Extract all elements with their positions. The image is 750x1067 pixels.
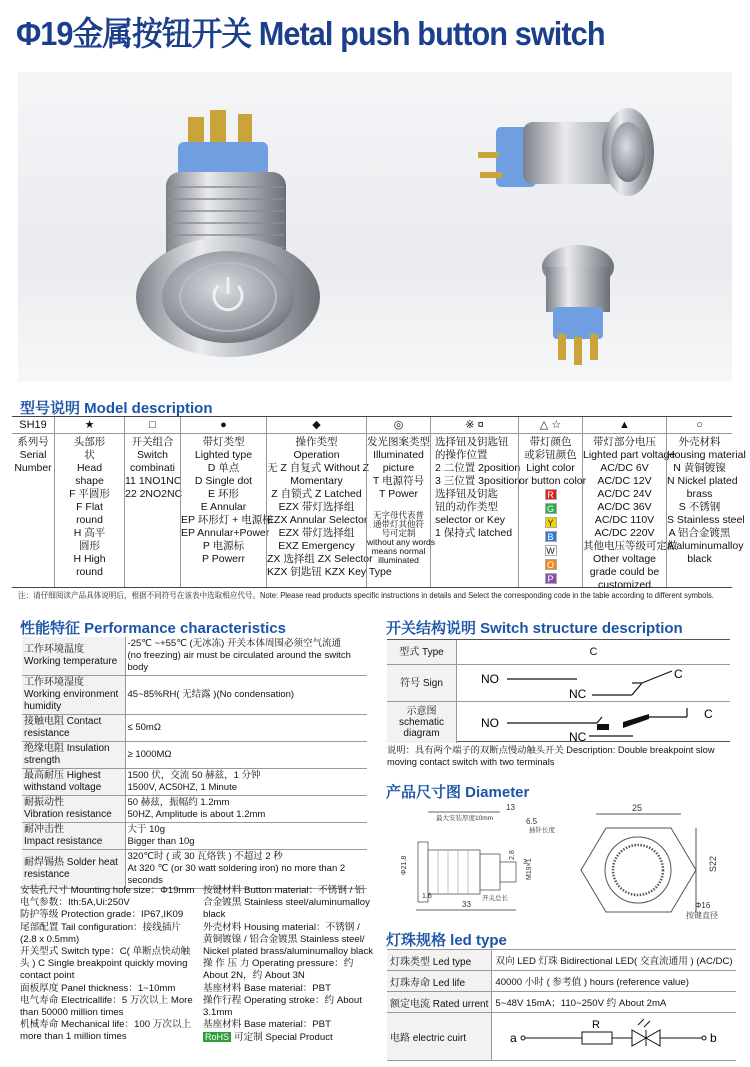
cell-line: 或彩钮颜色: [524, 449, 577, 461]
cell-line: EP 环形灯 + 电源标: [181, 514, 273, 526]
performance-value: [125, 796, 367, 823]
spec-line: 电气寿命 Electricallife：5 万次以上 More: [20, 994, 193, 1006]
spec-list-right: [203, 885, 375, 1045]
cell-line: Switch: [137, 449, 168, 461]
spec-line: 基座材料 Base material：PBT: [203, 1019, 331, 1031]
cell-line: Housing material: [667, 449, 746, 461]
performance-row: [22, 676, 367, 715]
performance-key-en: Impact resistance: [24, 836, 103, 847]
cell-note: 无字母代表普: [372, 510, 424, 520]
cell-line: Light color: [526, 462, 575, 474]
performance-value-line: Bigger than 10g: [127, 836, 195, 847]
spec-line: 头 ) C Single breakpoint quickly moving: [20, 958, 188, 970]
sign-no-label: NO: [481, 672, 499, 686]
led-key: 灯珠类型 Led type: [387, 950, 492, 971]
performance-key-cn: 工作环境湿度: [24, 677, 84, 688]
structure-row-diagram: [387, 702, 730, 743]
performance-row: [22, 715, 367, 742]
spec-line: 基座材料 Base material：PBT: [203, 982, 331, 994]
model-col-body: [583, 434, 678, 592]
model-col-symbol: ★: [55, 417, 124, 434]
model-col-voltage: [582, 417, 678, 591]
cell-line: shape: [75, 475, 104, 487]
cell-line: AC/DC 220V: [594, 527, 655, 539]
performance-key-cn: 绝缘电阻 Insulation: [24, 743, 110, 754]
diagram-label-line: schematic: [398, 717, 444, 728]
performance-row: [22, 850, 367, 889]
cell-line: Other voltage: [592, 553, 657, 565]
model-col-symbol: □: [125, 417, 180, 434]
performance-key-cn: 工作环境温度: [24, 644, 84, 655]
performance-key-cn: 接触电阻 Contact: [24, 716, 102, 727]
circuit-b: b: [710, 1031, 718, 1045]
performance-value: [125, 715, 367, 742]
special-product-label: 可定制 Special Product: [234, 1032, 333, 1044]
performance-value-line: ≥ 1000MΩ: [127, 749, 172, 760]
rohs-badge: RoHS: [205, 1032, 230, 1043]
cell-line: 带灯部分电压: [593, 436, 656, 448]
diagram-no-label: NO: [481, 716, 499, 730]
cell-line: E Annular: [200, 501, 247, 513]
performance-key-en: withstand voltage: [24, 782, 102, 793]
cell-note: 通带灯其他符: [372, 519, 424, 529]
cell-line: grade could be: [589, 566, 660, 578]
cell-line: A aluminumalloy: [667, 540, 744, 552]
diagram-nc-label: NC: [569, 730, 587, 744]
model-section-title: 型号说明 Model description: [20, 400, 213, 417]
cell-line: E 环形: [208, 488, 239, 500]
type-value: C: [589, 646, 598, 658]
performance-key-cn: 耐振动性: [24, 797, 64, 808]
sign-c-label: C: [674, 667, 683, 681]
cell-line: EP Annular+Power: [181, 527, 270, 539]
cell-line: AC/DC 6V: [600, 462, 649, 474]
cell-line: or button color: [519, 475, 587, 487]
spec-line: 电气参数：Ith:5A,Ui:250V: [20, 897, 130, 909]
cell-line: 钮的动作类型: [435, 501, 498, 513]
cell-line: 无 Z 自复式 Without Z: [267, 462, 370, 474]
spec-line: 面板厚度 Panel thickness：1~10mm: [20, 982, 176, 994]
cell-line: 状: [84, 449, 95, 461]
dim-pin-length: 插针长度: [529, 827, 555, 834]
performance-row: [22, 637, 367, 676]
spec-line: more than 1 million times: [20, 1031, 127, 1043]
performance-value: [125, 769, 367, 796]
cell-line: black: [687, 553, 712, 565]
performance-value: [125, 676, 367, 715]
cell-line: EZX Annular Selector: [267, 514, 368, 526]
model-col-symbol: ※ ¤: [431, 417, 518, 434]
structure-table: [387, 639, 730, 742]
model-col-body: [431, 434, 521, 540]
model-table: [12, 416, 746, 591]
diagram-label-line: diagram: [403, 728, 440, 739]
spec-line: 黄铜镀镍 / 铝合金镀黑 Stainless steel/: [203, 933, 365, 945]
main-switch-image: [136, 110, 320, 357]
cell-line: combinati: [130, 462, 175, 474]
cell-line: EZX 带灯选择组: [278, 501, 355, 513]
cell-line: T Power: [379, 488, 418, 500]
cell-line: P 电源标: [202, 540, 245, 552]
performance-value-line: 50HZ, Amplitude is about 1.2mm: [127, 809, 266, 820]
color-swatch: P: [545, 573, 557, 584]
switch-illustration: [18, 72, 732, 382]
cell-line: 选择钮及钥匙: [435, 488, 498, 500]
cell-line: N 黄铜镀镍: [673, 462, 726, 474]
cell-line: H 高平: [73, 527, 106, 539]
cell-line: 发光图案类型: [367, 436, 430, 448]
cell-line: EZX 带灯选择组: [278, 527, 355, 539]
cell-line: D 单点: [207, 462, 240, 474]
cell-line: F 平圆形: [69, 488, 110, 500]
spec-line: 开关型式 Switch type：C( 单断点快动触: [20, 946, 191, 958]
cell-note: 号可定制: [381, 528, 416, 538]
cell-line: Lighted type: [194, 449, 253, 461]
cell-line: 11 1NO1NC: [125, 475, 182, 487]
performance-row: [22, 796, 367, 823]
cell-line: brass: [686, 488, 713, 500]
performance-key: [22, 676, 125, 715]
cell-line: 头部形: [73, 436, 106, 448]
model-col-selector: [430, 417, 521, 587]
cell-line: 其他电压等级可定做: [583, 540, 678, 552]
cell-line: S Stainless steel: [667, 514, 745, 526]
color-swatch-list: [519, 488, 582, 586]
cell-note: illuminated: [378, 555, 419, 565]
structure-row-sign: [387, 665, 730, 702]
performance-value-line: -25℃ ~+55℃ (无冰冻) 开关本体周围必须空气流通: [127, 638, 341, 649]
product-photo: [18, 72, 732, 382]
led-value: 5~48V 15mA；110~250V 约 About 2mA: [492, 992, 737, 1013]
model-col-symbol: ◎: [367, 417, 430, 434]
model-col-serial: [12, 417, 54, 587]
performance-section-title: 性能特征 Performance characteristics: [20, 620, 286, 637]
dim-max-panel: 最大安装厚度10mm: [436, 815, 494, 822]
cell-line: 外壳材料: [678, 436, 721, 448]
dim-2-8: 2.8: [509, 850, 516, 860]
led-key: 电路 electric cuirt: [387, 1013, 492, 1061]
model-col-housing: [666, 417, 746, 587]
cell-line: Z 自锁式 Z Latched: [271, 488, 362, 500]
cell-note: without any words: [367, 537, 436, 547]
performance-key: [22, 742, 125, 769]
page-title: Φ19金属按钮开关 Metal push button switch: [16, 15, 605, 52]
performance-value-line: 45~85%RH( 无结露 )(No condensation): [127, 689, 295, 700]
performance-key-en: Working temperature: [24, 656, 118, 667]
circuit-a: a: [510, 1031, 518, 1045]
model-col-symbol: ◆: [267, 417, 366, 434]
sign-symbol: [457, 665, 730, 702]
structure-section-title: 开关结构说明 Switch structure description: [386, 620, 683, 637]
back-switch-image: [542, 245, 614, 365]
model-col-illuminated: [366, 417, 436, 587]
circuit-r: R: [592, 1019, 601, 1031]
dim-button-dia: 按键直径: [686, 911, 718, 920]
spec-line: contact point: [20, 970, 75, 982]
model-col-light-color: [518, 417, 587, 587]
model-col-lighted-type: [180, 417, 273, 587]
side-switch-image: [478, 108, 654, 196]
performance-value-line: ≤ 50mΩ: [127, 722, 161, 733]
cell-line: 开关组合: [131, 436, 174, 448]
performance-value-line: 1500 伏，交流 50 赫兹，1 分钟: [127, 770, 261, 781]
performance-key: [22, 823, 125, 850]
spec-line: 3.1mm: [203, 1007, 233, 1019]
cell-line: 圆形: [79, 540, 100, 552]
performance-table: [22, 637, 367, 889]
spec-line: About 2N，约 About 3N: [203, 970, 305, 982]
led-row: [387, 1013, 736, 1061]
color-swatch: R: [545, 489, 557, 500]
cell-line: A 铝合金镀黑: [668, 527, 731, 539]
performance-value-line: 1500V, AC50HZ, 1 Minute: [127, 782, 237, 793]
diagram-label-line: 示意图: [406, 706, 437, 717]
type-label: 型式 Type: [387, 640, 457, 664]
cell-line: T 电源符号: [372, 475, 425, 487]
dim-6-5: 6.5: [526, 817, 538, 826]
model-col-symbol: ○: [667, 417, 732, 434]
performance-key-en: strength: [24, 755, 61, 766]
dimension-drawing: [396, 800, 736, 920]
cell-line: 2 二位置 2position: [435, 462, 521, 474]
performance-value: [125, 637, 367, 676]
model-col-operation: [266, 417, 392, 587]
color-swatch: O: [545, 559, 557, 570]
model-col-body: [667, 434, 746, 566]
model-col-body: [519, 434, 587, 586]
dim-1-6: 1.6: [422, 893, 432, 900]
spec-line: 外壳材料 Housing material：不锈钢 /: [203, 921, 360, 933]
led-row: [387, 992, 736, 1013]
led-table: [387, 949, 736, 1061]
cell-line: Number: [14, 462, 52, 474]
sign-label: 符号 Sign: [387, 665, 457, 701]
dim-25: 25: [632, 803, 643, 813]
spec-line: than 50000 million times: [20, 1007, 124, 1019]
spec-line: black: [203, 909, 226, 921]
dim-s22: S22: [708, 855, 718, 872]
cell-line: F Flat: [76, 501, 103, 513]
cell-line: ZX 选择组 ZX Selector: [267, 553, 373, 565]
dim-total-length: 开关总长: [482, 895, 508, 902]
cell-line: customized: [597, 579, 652, 591]
performance-value: [125, 850, 367, 889]
performance-key-en: resistance: [24, 869, 70, 880]
performance-value: [125, 823, 367, 850]
cell-line: 1 保持式 latched: [435, 527, 513, 539]
dim-3: 3: [523, 859, 527, 866]
dimension-section-title: 产品尺寸图 Diameter: [386, 784, 530, 801]
model-col-symbol: ●: [181, 417, 266, 434]
color-swatch: W: [546, 546, 555, 556]
spec-line: 尾部配置 Tail configuration：接线插片: [20, 921, 182, 933]
cell-line: P Powerr: [202, 553, 245, 565]
model-col-head-shape: [54, 417, 124, 587]
model-col-body: [125, 434, 183, 501]
spec-line: 操作行程 Operating stroke：约 About: [203, 994, 362, 1006]
cell-line: H High: [73, 553, 106, 565]
led-key: 灯珠寿命 Led life: [387, 971, 492, 992]
performance-key: [22, 796, 125, 823]
cell-line: AC/DC 12V: [597, 475, 652, 487]
sign-nc-label: NC: [569, 687, 587, 701]
performance-key: [22, 850, 125, 889]
cell-line: D Single dot: [194, 475, 253, 487]
dim-21-8: Φ21.8: [401, 855, 408, 875]
cell-line: Momentary: [290, 475, 343, 487]
cell-line: AC/DC 36V: [597, 501, 652, 513]
dim-13: 13: [506, 803, 515, 812]
led-value: 双向 LED 灯珠 Bidirectional LED( 交直流通用 ) (AC/DC): [492, 950, 737, 971]
led-value: 40000 小时 ( 参考值 ) hours (reference value): [492, 971, 737, 992]
spec-line: 防护等级 Protection grade：IP67,IK09: [20, 909, 184, 921]
model-col-body: [55, 434, 124, 579]
led-circuit-cell: [492, 1013, 737, 1061]
dim-phi16: Φ16: [695, 901, 711, 910]
structure-row-type: [387, 640, 730, 665]
cell-line: Head: [76, 462, 103, 474]
cell-line: round: [76, 514, 103, 526]
performance-row: [22, 769, 367, 796]
cell-line: Operation: [293, 449, 340, 461]
cell-line: Serial: [19, 449, 47, 461]
spec-line: 安装孔尺寸 Mounting hole size：Φ19mm: [20, 885, 195, 896]
performance-value-line: At 320 ℃ (or 30 watt soldering iron) no more than 2 seconds: [127, 863, 346, 886]
schematic-diagram: [457, 702, 730, 743]
dim-thread: M19×1: [526, 858, 533, 880]
performance-key-en: Vibration resistance: [24, 809, 112, 820]
model-col-symbol: SH19: [12, 417, 54, 434]
performance-key-cn: 最高耐压 Highest: [24, 770, 101, 781]
spec-line: 机械寿命 Mechanical life：100 万次以上: [20, 1019, 192, 1031]
cell-line: 带灯颜色: [529, 436, 572, 448]
color-swatch: B: [545, 531, 557, 542]
model-col-body: [267, 434, 392, 579]
cell-line: Lighted part voltage: [583, 449, 676, 461]
led-key: 额定电流 Rated urrent: [387, 992, 492, 1013]
model-note: 注：请仔细阅读产品具体说明后，根据不同符号在该表中选取相应代号。Note: Please read products specific instructions in details and Select the corresponding code in the table according to different symbols.: [18, 591, 714, 600]
performance-value-line: 50 赫兹，振幅约 1.2mm: [127, 797, 230, 808]
cell-line: EXZ Emergency: [278, 540, 355, 552]
cell-line: N Nickel plated: [667, 475, 738, 487]
color-swatch: Y: [545, 517, 557, 528]
diagram-label: [387, 702, 457, 743]
cell-line: 3 三位置 3position: [435, 475, 521, 487]
cell-line: round: [76, 566, 103, 578]
structure-description: 说明：具有两个端子的双断点慢动触头开关 Description: Double breakpoint slow moving contact switch with two terminals: [387, 745, 715, 767]
cell-line: S 不锈钢: [678, 501, 721, 513]
cell-line: selector or Key: [435, 514, 506, 526]
performance-key: [22, 769, 125, 796]
performance-value: [125, 742, 367, 769]
performance-key-en: Working environment humidity: [24, 689, 119, 712]
model-col-body: [367, 434, 436, 565]
performance-key: [22, 715, 125, 742]
led-section-title: 灯珠规格 led type: [386, 932, 507, 949]
led-row: [387, 971, 736, 992]
performance-value-line: 大于 10g: [127, 824, 165, 835]
performance-key-cn: 耐焊锡热 Solder heat: [24, 857, 118, 868]
spec-line: 合金镀黑 Stainless steel/aluminumalloy: [203, 897, 370, 909]
cell-note: means normal: [371, 546, 426, 556]
cell-line: Illuminated: [373, 449, 424, 461]
spec-line: 操 作 压 力 Operating pressure：约: [203, 958, 354, 970]
cell-line: 22 2NO2NC: [125, 488, 183, 500]
diagram-c-label: C: [704, 707, 713, 721]
model-col-symbol: △ ☆: [519, 417, 582, 434]
cell-line: 的操作位置: [435, 449, 488, 461]
title-bar: [0, 0, 750, 60]
performance-row: [22, 742, 367, 769]
cell-line: AC/DC 110V: [594, 514, 655, 526]
model-col-symbol: ▲: [583, 417, 666, 434]
spec-list-left: [20, 885, 198, 1044]
performance-row: [22, 823, 367, 850]
performance-value-line: 320℃时 ( 或 30 瓦烙铁 ) 不超过 2 秒: [127, 851, 283, 862]
performance-value-line: (no freezing) air must be circulated around the switch body: [127, 650, 351, 673]
cell-line: 选择钮及钥匙钮: [435, 436, 509, 448]
led-row: [387, 950, 736, 971]
spec-line: 按键材料 Button material：不锈钢 / 铝: [203, 885, 365, 896]
model-col-body: [181, 434, 273, 566]
performance-key-en: resistance: [24, 728, 70, 739]
cell-line: 带灯类型: [202, 436, 245, 448]
performance-key-cn: 耐冲击性: [24, 824, 64, 835]
dim-33: 33: [462, 900, 471, 909]
led-circuit: [492, 1013, 736, 1057]
spec-line: Nickel plated brass/aluminumalloy black: [203, 946, 374, 958]
model-col-body: [12, 434, 54, 475]
cell-line: 系列号: [17, 436, 49, 448]
cell-line: AC/DC 24V: [597, 488, 652, 500]
color-swatch: G: [545, 503, 557, 514]
cell-line: picture: [382, 462, 415, 474]
cell-line: 操作类型: [295, 436, 338, 448]
cell-line: KZX 钥匙钮 KZX Key Type: [267, 566, 392, 578]
performance-key: [22, 637, 125, 676]
spec-line: (2.8 x 0.5mm): [20, 933, 80, 945]
model-col-switch-comb: [124, 417, 183, 587]
